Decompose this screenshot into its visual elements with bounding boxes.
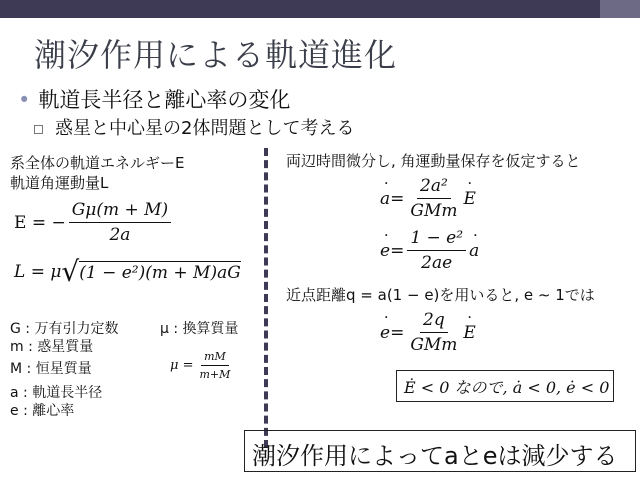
- legend-m: m : 惑星質量: [10, 339, 94, 355]
- radical-icon: √: [61, 255, 80, 288]
- edot2-lhs: ˙ e: [380, 323, 390, 343]
- energy-eq-lhs: E = −: [14, 212, 66, 233]
- adot-numerator: 2a²: [417, 176, 451, 199]
- bullet-level2-text: 惑星と中心星の2体問題として考える: [55, 118, 355, 139]
- edot-equation: [380, 228, 479, 273]
- momentum-label: 軌道角運動量L: [10, 174, 109, 192]
- edot-equals: =: [390, 240, 405, 261]
- edot2-fraction: [407, 310, 460, 355]
- column-divider: [264, 148, 268, 448]
- top-bar: [0, 0, 640, 18]
- energy-eq-fraction: [69, 200, 171, 245]
- legend-mu: μ : 換算質量: [160, 321, 239, 337]
- bullet-square-icon: [34, 125, 43, 134]
- bullet-level1-text: 軌道長半径と離心率の変化: [38, 88, 291, 112]
- edot2-numerator: 2q: [420, 310, 448, 333]
- mu-equation: [170, 350, 236, 381]
- derivative-intro: 両辺時間微分し, 角運動量保存を仮定すると: [286, 152, 581, 170]
- energy-label: 系全体の軌道エネルギーE: [10, 154, 185, 172]
- momentum-eq-radicand: (1 − e²)(m + M)aG: [79, 263, 241, 283]
- adot-equals: =: [390, 188, 405, 209]
- momentum-equation: [14, 255, 241, 288]
- adot-rhs: ˙ E: [464, 189, 476, 209]
- adot-fraction: [407, 176, 460, 221]
- edot2-equals: =: [390, 322, 405, 343]
- energy-eq-denominator: 2a: [109, 225, 131, 245]
- sqrt-symbol: [61, 255, 241, 288]
- edot-numerator: 1 − e²: [407, 228, 466, 251]
- edot-denominator: 2ae: [421, 253, 453, 273]
- mu-eq-denominator: m+M: [199, 368, 231, 381]
- legend-M: M : 恒星質量: [10, 361, 92, 377]
- top-bar-accent: [600, 0, 640, 18]
- energy-equation: [14, 200, 174, 245]
- edot-fraction: [407, 228, 466, 273]
- mu-eq-fraction: [196, 350, 233, 381]
- edot-rhs: ˙ a: [469, 241, 479, 261]
- adot-lhs: ˙ a: [380, 189, 390, 209]
- legend-a: a : 軌道長半径: [10, 385, 103, 401]
- conclusion-text: 潮汐作用によってaとeは減少する: [252, 442, 618, 470]
- legend-e: e : 離心率: [10, 403, 75, 419]
- mu-eq-numerator: mM: [201, 350, 229, 366]
- edot-approx-equation: [380, 310, 476, 355]
- adot-denominator: GMm: [410, 201, 458, 221]
- result-box-text: Ė < 0 なので, ȧ < 0, ė < 0: [404, 378, 610, 397]
- energy-eq-numerator: Gμ(m + M): [69, 200, 171, 223]
- edot2-rhs: ˙ E: [463, 323, 475, 343]
- bullet-level2: [34, 114, 354, 140]
- momentum-eq-lhs: L = μ: [14, 262, 62, 282]
- bullet-dot-icon: •: [18, 88, 31, 112]
- periapsis-text: 近点距離q = a(1 − e)を用いると, e ∼ 1では: [286, 286, 595, 304]
- edot2-denominator: GMm: [410, 335, 458, 355]
- bullet-level1: [18, 84, 290, 114]
- mu-eq-lhs: μ =: [170, 358, 194, 373]
- legend-G: G : 万有引力定数: [10, 321, 119, 337]
- adot-equation: [380, 176, 476, 221]
- slide-title: 潮汐作用による軌道進化: [34, 36, 398, 74]
- edot-lhs: ˙ e: [380, 241, 390, 261]
